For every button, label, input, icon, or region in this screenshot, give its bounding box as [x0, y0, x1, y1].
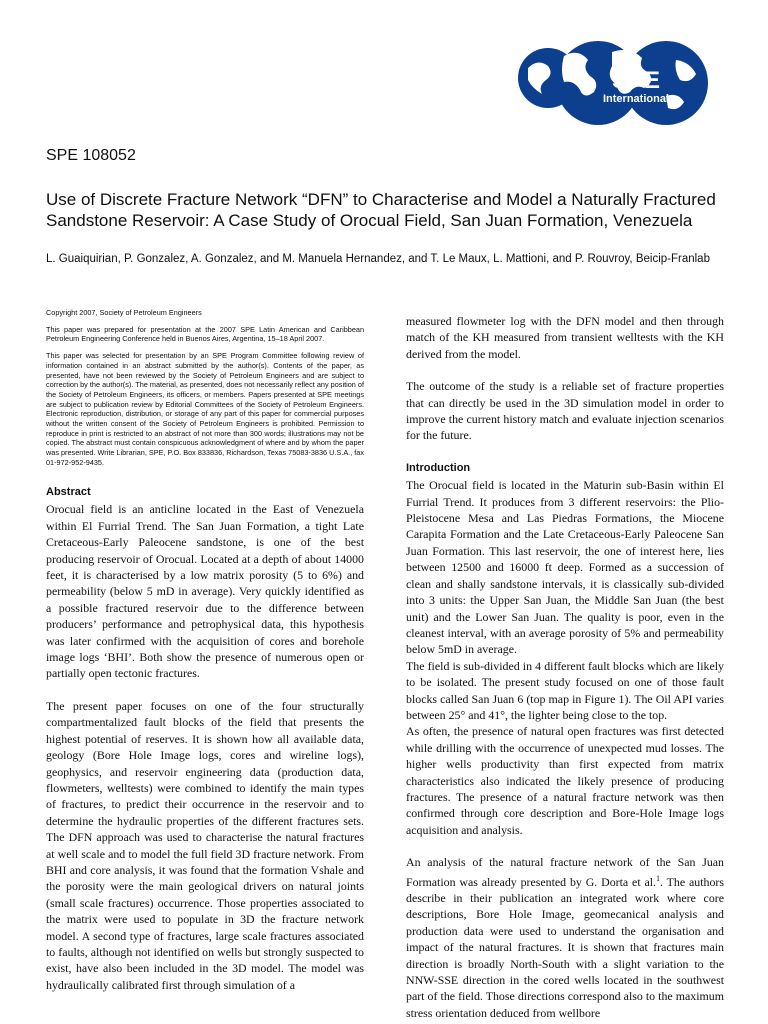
introduction-heading: Introduction: [406, 461, 471, 474]
intro-paragraph-2: The field is sub-divided in 4 different fault blocks which are likely to be isolated. The present study focused on one of those fault blocks called San Juan 6 (top map in Figure 1). The Oil API varies between 25° and 41°, the lighter being close to the top.: [406, 658, 724, 722]
intro-paragraph-3: As often, the presence of natural open fractures was first detected while drilling with the occurrence of unexpected mud losses. The higher wells productivity than first expected from matrix characteristics also indicated the likely presence of producing fractures. The presence of a natural fracture network was then confirmed through core description and Bore-Hole Image logs acquisition and analysis.: [406, 724, 724, 837]
conference-note: This paper was prepared for presentation at the 2007 SPE Latin American and Caribbean Petroleum Engineering Conference held in Buenos Aires, Argentina, 15–18 April 2007.: [46, 324, 364, 344]
logo-spe-text: SPE: [611, 67, 661, 94]
logo-international-text: International: [602, 93, 670, 105]
intro-paragraph-4: [406, 854, 724, 1021]
abstract-paragraph-2: The present paper focuses on one of the four structurally compartmentalized fault blocks of the field that presents the highest potential of reserves. It is shown how all available data, geology (Bore Hole Image logs, cores and wireline logs), geophysics, and reservoir engineering data (production data, flowmeters, welltests) were combined to identify the main types of fractures, to predict their occurrence in the reservoir and to determine the hydraulic properties of the different fractures sets. The DFN approach was used to characterise the natural fractures at well scale and to model the full field 3D fracture network. From BHI and core analysis, it was found that the formation Vshale and the porosity were the main geological drivers on natural joints (small scale fractures) occurrence. Those properties associated to the matrix were used to populate in 3D the fracture network model. A second type of fractures, large scale fractures associated to faults, although not identified on wells but strongly suspected to exist, have also been included in the 3D model. The model was hydraulically calibrated first through simulation of a: [46, 698, 364, 992]
abstract-paragraph-4: The outcome of the study is a reliable set of fracture properties that can directly be used in the 3D simulation model in order to improve the current history match and evaluate injection scenarios for the future.: [406, 379, 724, 443]
intro-paragraph-1: The Orocual field is located in the Maturin sub-Basin within El Furrial Trend. It produces from 3 different reservoirs: the Plio-Pleistocene Mesa and Las Piedras Formations, the Miocene Carapita Formation and the Late Cretaceous-Early Paleocene San Juan Formation. This last reservoir, the one of interest here, lies between 12500 and 16000 ft deep. Formed as a succession of clean and shally sandstone intervals, it is classically sub-divided into 3 units: the Upper San Juan, the Middle San Juan (the best unit) and the Lower San Juan. The quality is poor, even in the cleanest interval, with an average porosity of 5% and permeability below 5mD in average.: [406, 478, 724, 657]
right-column: [406, 313, 724, 1021]
paper-title: Use of Discrete Fracture Network “DFN” to Characterise and Model a Naturally Fractured Sandstone Reservoir: A Case Study of Orocual Field, San Juan Formation, Venezuela: [46, 190, 716, 230]
copyright-notice: [46, 308, 364, 475]
globe-icon: [516, 38, 712, 126]
abstract-paragraph-1: Orocual field is an anticline located in the East of Venezuela within El Furrial Trend. The San Juan Formation, a tight Late Cretaceous-Early Paleocene sandstone, is one of the best producing reservoir of Orocual. Located at a depth of about 14000 feet, it is characterised by a low matrix porosity (5 to 6%) and permeability (below 5 mD in average). Very quickly identified as a possible fractured reservoir due to the difference between producers’ performance and petrophysical data, this hypothesis was later confirmed with the acquisition of cores and borehole image logs ‘BHI’. Both show the presence of numerous open or partially open tectonic fractures.: [46, 502, 364, 681]
review-note: This paper was selected for presentation by an SPE Program Committee following review of information contained in an abstract submitted by the author(s). Contents of the paper, as presented, have not been reviewed by the Society of Petroleum Engineers and are subject to correction by the author(s). The material, as presented, does not necessarily reflect any position of the Society of Petroleum Engineers, its officers, or members. Papers presented at SPE meetings are subject to publication review by Editorial Committees of the Society of Petroleum Engineers. Electronic reproduction, distribution, or storage of any part of this paper for commercial purposes without the written consent of the Society of Petroleum Engineers is prohibited. Permission to reproduce in print is restricted to an abstract of not more than 300 words; illustrations may not be copied. The abstract must contain conspicuous acknowledgment of where and by whom the paper was presented. Write Librarian, SPE, P.O. Box 833836, Richardson, Texas 75083-3836 U.S.A., fax 01-972-952-9435.: [46, 351, 364, 467]
left-column: [46, 484, 364, 993]
abstract-heading: Abstract: [46, 486, 91, 498]
copyright-line: Copyright 2007, Society of Petroleum Engineers: [46, 308, 202, 317]
intro-p4-start: An analysis of the natural fracture network of the San Juan Formation was already presented by G. Dorta et al.: [406, 855, 724, 889]
spe-logo: [516, 38, 712, 126]
intro-p4-end: . The authors describe in their publication an integrated work where core descriptions, Bore Hole Image, geomecanical analysis and production data were used to understand the organisation and impact of the natural fractures. It is shown that fractures main direction is broadly North-South with a slight variation to the NNW-SSE direction in the cored wells located in the southwest part of the field. Those directions correspond also to the maximum stress orientation deduced from wellbore: [406, 874, 724, 1020]
authors: L. Guaiquirian, P. Gonzalez, A. Gonzalez, and M. Manuela Hernandez, and T. Le Maux, L. Mattioni, and P. Rouvroy, Beicip-Franlab: [46, 253, 710, 265]
reference-marker: 1: [656, 873, 661, 883]
abstract-paragraph-3: measured flowmeter log with the DFN model and then through match of the KH measured from transient welltests with the KH derived from the model.: [406, 314, 724, 361]
paper-number: SPE 108052: [46, 147, 136, 164]
